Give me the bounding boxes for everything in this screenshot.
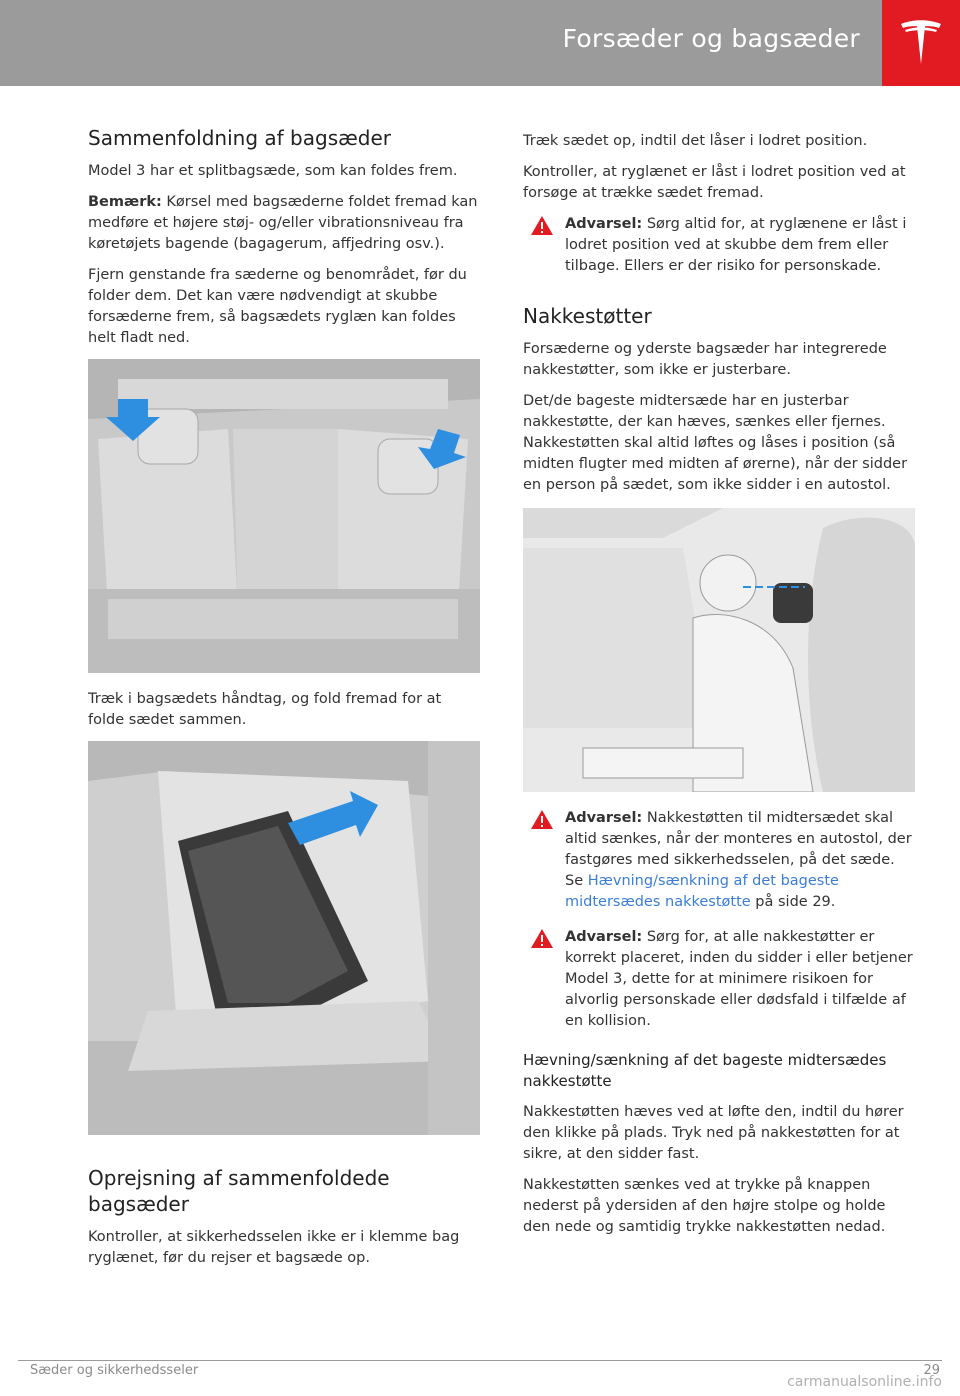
warning-icon — [531, 216, 553, 235]
warning-icon — [531, 810, 553, 829]
paragraph: Model 3 har et splitbagsæde, som kan foldes frem. — [88, 163, 458, 179]
paragraph: Nakkestøtten hæves ved at løfte den, indtil du hører den klikke på plads. Tryk ned på nakkestøtten for at sikre, at den sidder fast. — [523, 1104, 904, 1162]
warning-body: Sørg altid for, at ryglænene er låst i lodret position ved at skubbe dem frem eller tilbage. Ellers er der risiko for personskade. — [565, 216, 907, 274]
section-heading-folding: Sammenfoldning af bagsæder — [88, 126, 391, 150]
warning-block — [523, 214, 915, 277]
paragraph: Forsæderne og yderste bagsæder har integrerede nakkestøtter, som ikke er justerbare. — [523, 341, 887, 378]
paragraph: Det/de bageste midtersæde har en justerbar nakkestøtte, der kan hæves, sænkes eller fjernes. Nakkestøtten skal altid løftes og låses i position (så midten flugter med midten af ørerne), når der sidder en person på sædet, som ikke sidder i en autostol. — [523, 393, 908, 493]
subsection-heading: Hævning/sænkning af det bageste midtersædes nakkestøtte — [523, 1051, 887, 1090]
warning-body: Sørg for, at alle nakkestøtter er korrekt placeret, inden du sidder i eller betjener Model 3, dette for at minimere risikoen for alvorlig personskade eller dødsfald i tilfælde af en kollision. — [565, 929, 913, 1029]
page-header — [0, 0, 960, 86]
watermark: carmanualsonline.info — [787, 1374, 942, 1390]
page-number: 29 — [923, 1363, 940, 1378]
paragraph: Fjern genstande fra sæderne og benområdet, før du folder dem. Det kan være nødvendigt at skubbe forsæderne frem, så bagsædets ryglæn kan foldes helt fladt ned. — [88, 267, 467, 346]
note-paragraph — [88, 192, 480, 255]
warning-label: Advarsel: — [565, 810, 643, 826]
figure-folding-seat — [88, 741, 480, 1135]
warning-body-end: på side 29. — [750, 894, 836, 910]
right-column — [523, 131, 915, 1248]
warning-text — [565, 927, 915, 1032]
warning-label: Advarsel: — [565, 929, 643, 945]
paragraph: Træk i bagsædets håndtag, og fold fremad for at folde sædet sammen. — [88, 691, 442, 728]
left-column — [88, 125, 480, 1279]
footer-section: Sæder og sikkerhedsseler — [30, 1363, 199, 1378]
paragraph: Træk sædet op, indtil det låser i lodret position. — [523, 133, 868, 149]
section-heading-raising: Oprejsning af sammenfoldede bagsæder — [88, 1166, 390, 1216]
section-heading-headrests: Nakkestøtter — [523, 304, 652, 328]
warning-icon — [531, 929, 553, 948]
warning-block — [523, 927, 915, 1032]
figure-headrest-position — [523, 508, 915, 792]
paragraph: Kontroller, at ryglænet er låst i lodret position ved at forsøge at trække sædet fremad. — [523, 164, 906, 201]
note-text: Kørsel med bagsæderne foldet fremad kan medføre et højere støj- og/eller vibrationsniveau fra køretøjets bagende (bagagerum, affjedring osv.). — [88, 194, 478, 252]
warning-text — [565, 214, 915, 277]
warning-text — [565, 808, 915, 913]
footer-divider — [18, 1360, 942, 1361]
warning-label: Advarsel: — [565, 216, 643, 232]
note-label: Bemærk: — [88, 194, 162, 210]
paragraph: Kontroller, at sikkerhedsselen ikke er i klemme bag ryglænet, før du rejser et bagsæde op. — [88, 1229, 460, 1266]
warning-block — [523, 808, 915, 913]
figure-rear-seats-headrests — [88, 359, 480, 673]
tesla-logo-icon — [899, 20, 943, 66]
paragraph: Nakkestøtten sænkes ved at trykke på knappen nederst på ydersiden af den højre stolpe og holde den nede og samtidig trykke nakkestøtten nedad. — [523, 1177, 886, 1235]
cross-reference-link[interactable]: Hævning/sænkning af det bageste midtersædes nakkestøtte — [565, 873, 839, 910]
warning-body: Nakkestøtten til midtersædet skal altid sænkes, når der monteres en autostol, der fastgøres med sikkerhedsselen, på det sæde. Se — [565, 810, 912, 889]
tesla-logo — [882, 0, 960, 86]
header-title: Forsæder og bagsæder — [562, 24, 860, 53]
